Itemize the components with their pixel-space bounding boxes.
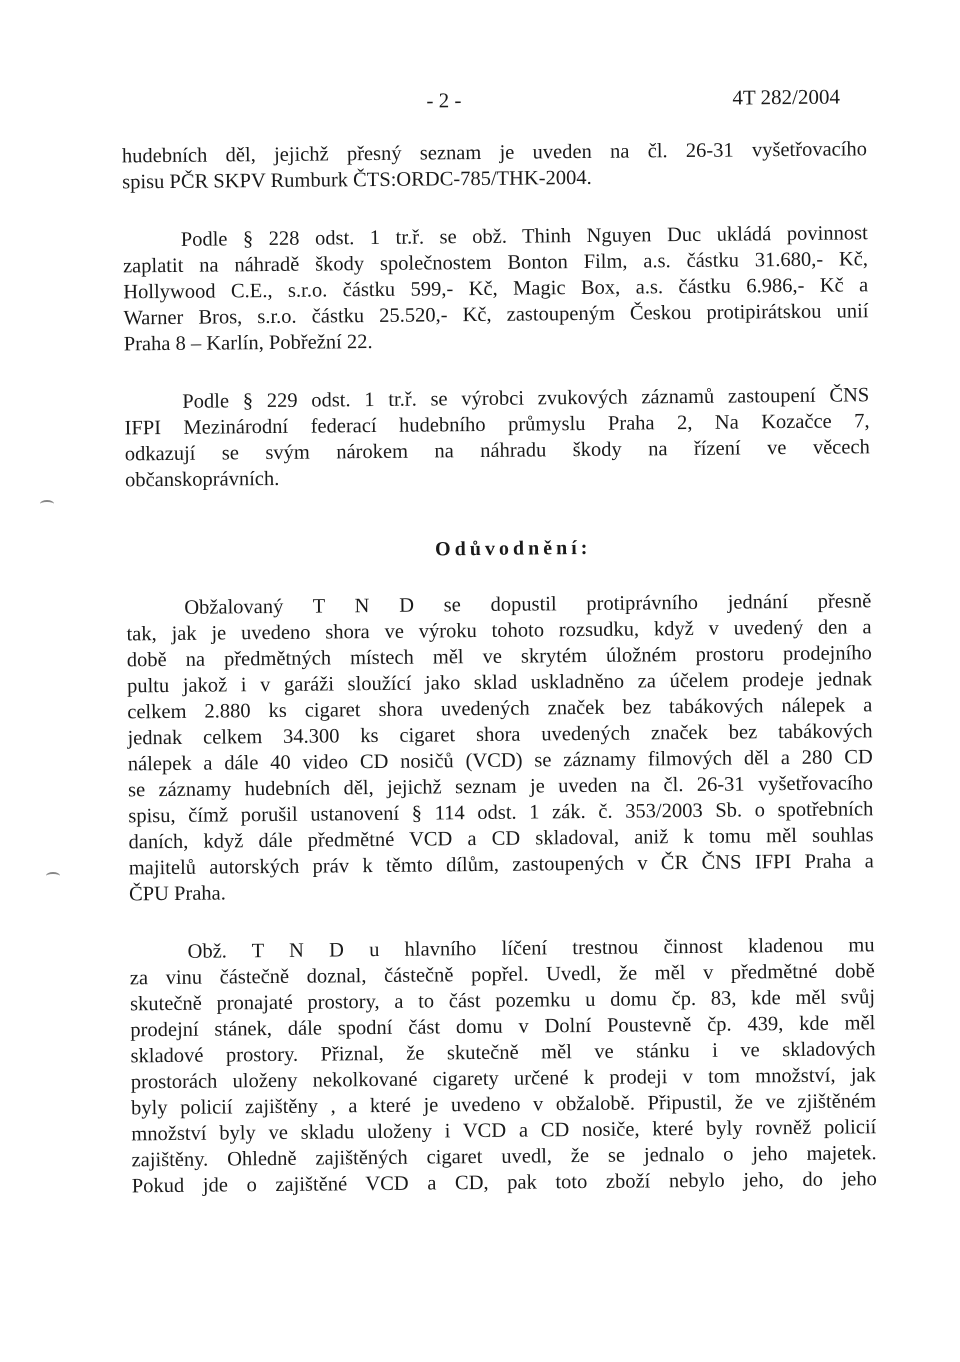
text-line: době na předmětných místech měl ve skrytém úložném prostoru prodejního <box>126 642 872 672</box>
text-line: jednak celkem 34.300 ks cigaret shora uvedených značek bez tabákových <box>127 720 873 750</box>
paragraph-testimony <box>129 932 876 1199</box>
text-line: Praha 8 – Karlín, Pobřežní 22. <box>123 331 373 356</box>
text-line: Obžalovaný T N D se dopustil protiprávního jednání přesně <box>184 590 872 619</box>
text-line: za vinu částečně doznal, částečně popřel. Uvedl, že měl v předmětné době <box>129 960 875 990</box>
text-line: Podle § 229 odst. 1 tr.ř. se výrobci zvukových záznamů zastoupení ČNS <box>182 384 870 413</box>
text-line: zaplatit na náhradě škody společnostem Bonton Film, a.s. částku 31.680,- Kč, <box>122 248 869 278</box>
text-line: odkazují se svým nárokem na náhradu škody na řízení ve věcech <box>124 436 870 466</box>
text-line: skladové prostory. Přiznal, že skutečně měl ve stánku i ve skladových <box>130 1038 876 1068</box>
paragraph-continuation <box>122 136 867 195</box>
text-line: Pokud jde o zajištěné VCD a CD, pak toto zboží nebylo jeho, do jeho <box>131 1168 877 1198</box>
text-line: nálepek a dále 40 video CD nosičů (VCD) se záznamy filmových děl a 280 CD <box>127 746 873 776</box>
text-line: celkem 2.880 ks cigaret shora uvedených značek bez tabákových nálepek a <box>127 694 873 724</box>
text-line: Obž. T N D u hlavního líčení trestnou činnost kladenou mu <box>187 934 875 963</box>
text-line: ČPU Praha. <box>128 882 226 906</box>
text-line: tak, jak je uvedeno shora ve výroku tohoto rozsudku, když v uvedený den a <box>126 616 872 646</box>
document-body <box>122 136 877 1199</box>
text-line: spisu, čímž porušil ustanovení § 114 odst. 1 zák. č. 353/2003 Sb. o spotřebních <box>128 798 874 828</box>
text-line: IFPI Mezinárodní federací hudebního průmyslu Praha 2, Na Kozačce 7, <box>124 410 870 440</box>
page-number: - 2 - <box>426 88 462 113</box>
text-line: zajištěny. Ohledně zajištěných cigaret uvedl, že se jednalo o jeho majetek. <box>131 1142 877 1172</box>
text-line: Hollywood C.E., s.r.o. částku 599,- Kč, Magic Box, a.s. částku 6.986,- Kč a <box>123 274 869 304</box>
text-line: občanskoprávních. <box>124 467 280 492</box>
section-heading: Odůvodnění: <box>434 536 592 561</box>
text-line: prostorách uloženy nekolkované cigarety určené k prodeji v tom množství, jak <box>130 1064 876 1094</box>
text-line: skutečně pronajaté prostory, a to část pozemku u domu čp. 83, kde měl svůj <box>129 986 876 1016</box>
text-line: se záznamy hudebních děl, jejichž seznam je uveden na čl. 26-31 vyšetřovacího <box>127 772 874 802</box>
text-line: spisu PČR SKPV Rumburk ČTS:ORDC-785/THK-2004. <box>122 166 592 194</box>
text-line: byly policií zajištěny , a které je uvedeno v obžalobě. Připustil, že ve zjištěném <box>130 1090 877 1120</box>
text-line: pultu jakož i v garáži sloužící jako sklad uskladněno za účelem prodeje jednak <box>126 668 873 698</box>
text-line: množství byly ve skladu uloženy i VCD a CD nosiče, které byly rovněž policií <box>131 1116 877 1146</box>
paragraph-referral <box>124 382 870 493</box>
text-line: hudebních děl, jejichž přesný seznam je uveden na čl. 26-31 vyšetřovacího <box>121 138 868 168</box>
paragraph-damages <box>123 220 869 357</box>
text-line: prodejní stánek, dále spodní část domu v Dolní Poustevně čp. 439, kde měl <box>130 1012 876 1042</box>
text-line: Warner Bros, s.r.o. částku 25.520,- Kč, zastoupeným Českou protipirátskou unií <box>123 300 869 330</box>
text-line: majitelů autorských práv k těmto dílům, zastoupených v ČR ČNS IFPI Praha a <box>128 850 874 880</box>
page-header <box>0 83 955 122</box>
text-line: daních, když dále předmětné VCD a CD skladoval, aniž k tomu měl souhlas <box>128 824 874 854</box>
text-line: Podle § 228 odst. 1 tr.ř. se obž. Thinh Nguyen Duc ukládá povinnost <box>180 222 868 251</box>
case-number: 4T 282/2004 <box>732 84 841 110</box>
paragraph-reasoning <box>126 588 874 907</box>
